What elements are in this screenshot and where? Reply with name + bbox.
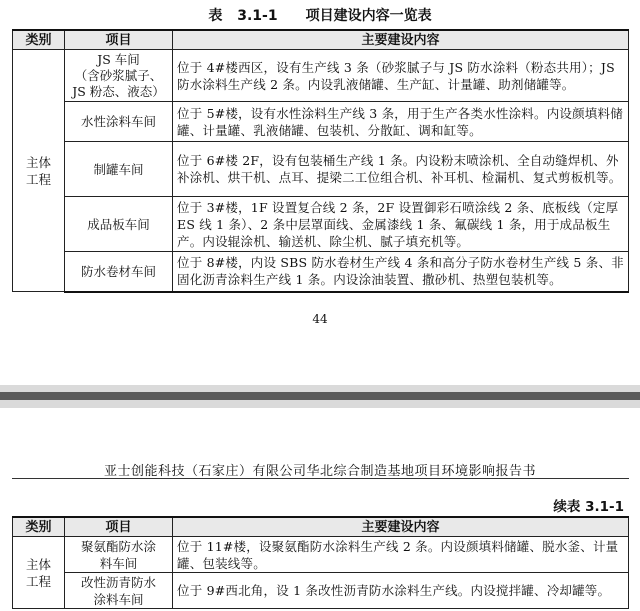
header-category: 类别 [13,517,65,537]
item-cell: JS 车间 （含砂浆腻子、 JS 粉态、液态） [65,50,173,102]
content-cell: 位于 4#楼西区，设有生产线 3 条（砂浆腻子与 JS 防水涂料（粉态共用）；JS 防水涂料生产线 2 条。内设乳液储罐、生产缸、计量罐、助剂储罐等。 [173,50,629,102]
page-number: 44 [312,312,328,326]
construction-content-table-continued [12,516,629,609]
category-cell: 主体 工程 [13,537,65,609]
header-category: 类别 [13,30,65,50]
continued-table-label: 续表 3.1-1 [553,499,624,515]
header-content: 主要建设内容 [173,517,629,537]
table-caption-label: 表 3.1-1 [208,8,278,24]
table-header-row [13,30,629,50]
table-row [13,50,629,102]
table-caption-title: 项目建设内容一览表 [305,8,432,24]
item-cell: 改性沥青防水 涂料车间 [65,573,173,609]
table-row [13,102,629,142]
header-content: 主要建设内容 [173,30,629,50]
content-cell: 位于 9#西北角，设 1 条改性沥青防水涂料生产线。内设搅拌罐、冷却罐等。 [173,573,629,609]
item-cell: 防水卷材车间 [65,252,173,292]
table-row [13,197,629,252]
item-cell: 成品板车间 [65,197,173,252]
table-header-row [13,517,629,537]
content-cell: 位于 6#楼 2F，设有包装桶生产线 1 条。内设粉末喷涂机、全自动缝焊机、外补涂机、烘干机、点耳、提梁二工位组合机、补耳机、检漏机、复式剪板机等。 [173,142,629,197]
content-cell: 位于 11#楼，设聚氨酯防水涂料生产线 2 条。内设颜填料储罐、脱水釜、计量罐、包装线等。 [173,537,629,573]
table-row [13,252,629,292]
header-item: 项目 [65,30,173,50]
table-row [13,142,629,197]
table-row [13,573,629,609]
table-row [13,537,629,573]
construction-content-table [12,29,629,293]
content-cell: 位于 5#楼，设有水性涂料生产线 3 条，用于生产各类水性涂料。内设颜填料储罐、计量罐、乳液储罐、包装机、分散缸、调和缸等。 [173,102,629,142]
document-running-header: 亚士创能科技（石家庄）有限公司华北综合制造基地项目环境影响报告书 [103,464,536,479]
category-cell: 主体 工程 [13,50,65,292]
item-cell: 聚氨酯防水涂 料车间 [65,537,173,573]
header-rule [12,478,629,479]
content-cell: 位于 3#楼，1F 设置复合线 2 条，2F 设置御彩石喷涂线 2 条、底板线（定厚 ES 线 1 条）、2 条中层罩面线、金属漆线 1 条、氟碳线 1 条，用于成品板生产。内设辊涂机、输送机、除尘机、腻子填充机等。 [173,197,629,252]
content-cell: 位于 8#楼，内设 SBS 防水卷材生产线 4 条和高分子防水卷材生产线 5 条、非固化沥青涂料生产线 1 条。内设涂油装置、撒砂机、热塑包装机等。 [173,252,629,292]
item-cell: 水性涂料车间 [65,102,173,142]
header-item: 项目 [65,517,173,537]
table-caption [0,5,640,25]
item-cell: 制罐车间 [65,142,173,197]
page-separator [0,392,640,400]
